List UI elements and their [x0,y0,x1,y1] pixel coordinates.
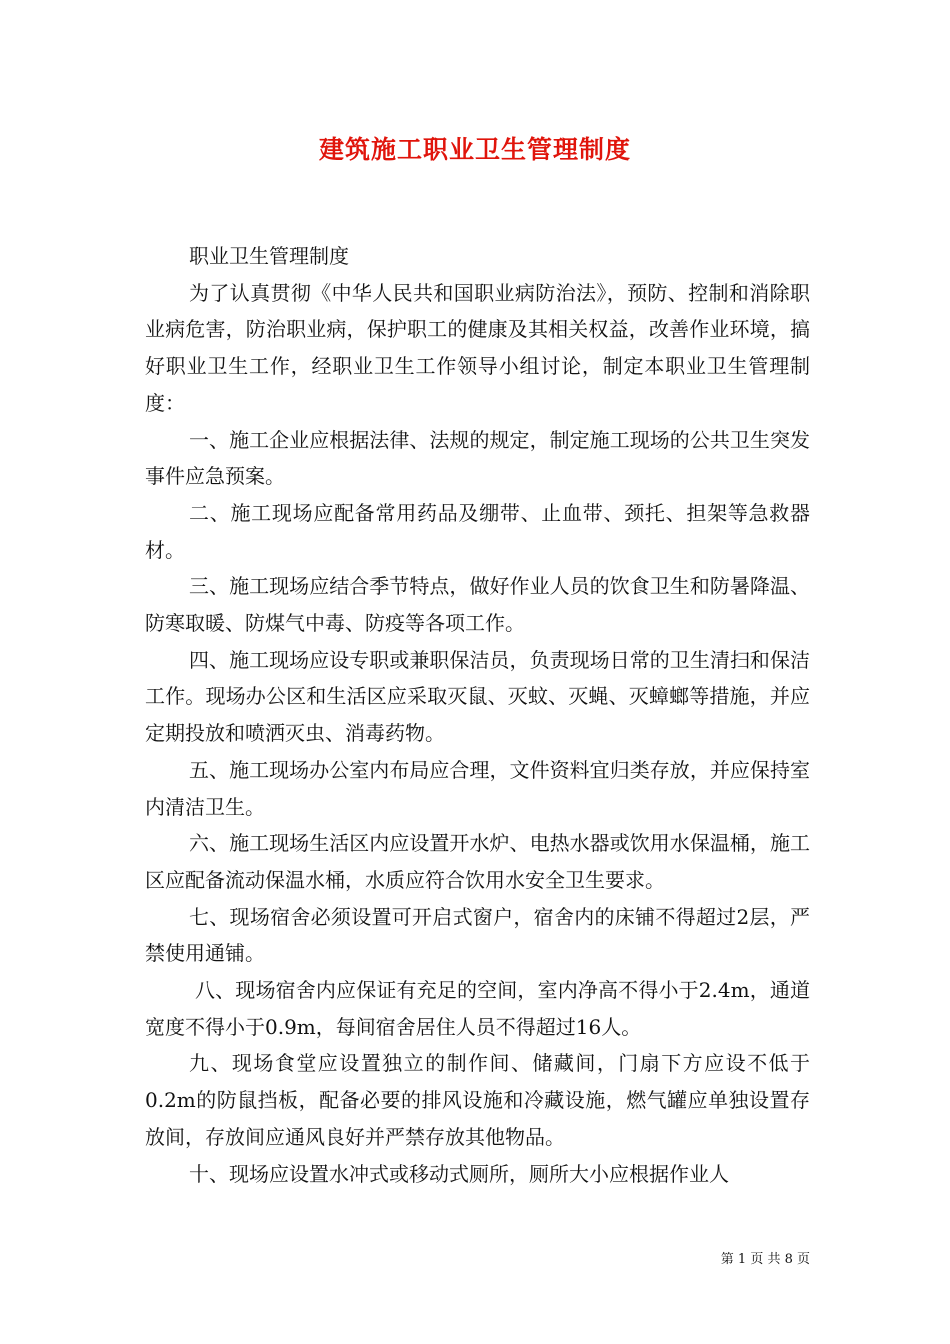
item-4: 四、施工现场应设专职或兼职保洁员，负责现场日常的卫生清扫和保洁工作。现场办公区和生活区应采取灭鼠、灭蚊、灭蝇、灭蟑螂等措施，并应定期投放和喷洒灭虫、消毒药物。 [145,647,810,746]
item-6: 六、施工现场生活区内应设置开水炉、电热水器或饮用水保温桶，施工区应配备流动保温水桶，水质应符合饮用水安全卫生要求。 [145,831,810,892]
item-1: 一、施工企业应根据法律、法规的规定，制定施工现场的公共卫生突发事件应急预案。 [145,427,810,489]
document-body [145,238,810,1192]
item-9: 九、现场食堂应设置独立的制作间、储藏间，门扇下方应设不低于0.2m的防鼠挡板，配备必要的排风设施和冷藏设施，燃气罐应单独设置存放间，存放间应通风良好并严禁存放其他物品。 [145,1051,810,1149]
intro-paragraph: 为了认真贯彻《中华人民共和国职业病防治法》，预防、控制和消除职业病危害，防治职业病，保护职工的健康及其相关权益，改善作业环境，搞好职业卫生工作，经职业卫生工作领导小组讨论，制定本职业卫生管理制度： [145,280,810,415]
section-subtitle: 职业卫生管理制度 [189,244,349,268]
item-3: 三、施工现场应结合季节特点，做好作业人员的饮食卫生和防暑降温、防寒取暖、防煤气中毒、防疫等各项工作。 [145,574,810,636]
item-2: 二、施工现场应配备常用药品及绷带、止血带、颈托、担架等急救器材。 [145,500,810,562]
item-7: 七、现场宿舍必须设置可开启式窗户，宿舍内的床铺不得超过2层，严禁使用通铺。 [145,904,810,966]
document-title: 建筑施工职业卫生管理制度 [318,135,631,164]
item-5: 五、施工现场办公室内布局应合理，文件资料宜归类存放，并应保持室内清洁卫生。 [145,757,810,819]
page-number: 第 1 页 共 8 页 [720,1252,810,1267]
item-8: 八、现场宿舍内应保证有充足的空间，室内净高不得小于2.4m，通道宽度不得小于0.9m，每间宿舍居住人员不得超过16人。 [145,978,810,1039]
item-10: 十、现场应设置水冲式或移动式厕所，厕所大小应根据作业人 [189,1161,729,1186]
